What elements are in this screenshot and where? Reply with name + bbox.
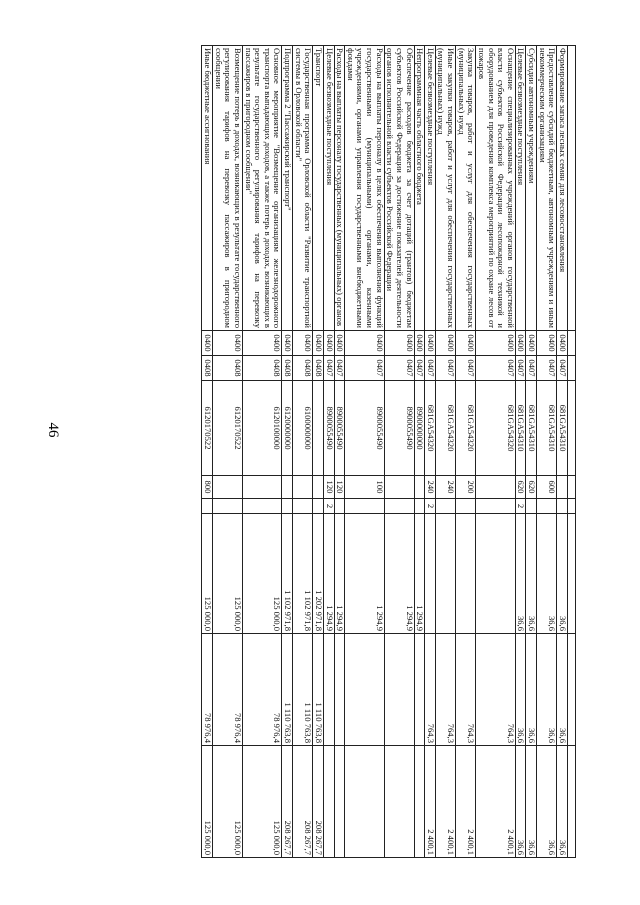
row-value-3: 36,6 [526,746,537,858]
row-target-code: 681GA54310 [515,381,526,476]
row-subsection-code: 0407 [526,356,537,381]
row-note [282,499,293,514]
row-section-code: 0400 [345,331,385,356]
row-subsection-code: 0408 [313,356,324,381]
row-expense-type [282,476,293,499]
row-expense-type: 200 [456,476,476,499]
row-section-code: 0400 [243,331,283,356]
row-value-1: 36,6 [537,514,557,634]
row-value-1: 125 000,0 [202,514,213,634]
row-target-code: 681GA54320 [435,381,455,476]
row-value-2: 764,3 [456,634,476,746]
row-expense-type: 620 [526,476,537,499]
table-row [293,46,313,858]
row-section-code: 0400 [213,331,243,356]
rotated-table-container [71,45,576,857]
row-section-code: 0400 [526,331,537,356]
row-subsection-code: 0407 [334,356,345,381]
row-subsection-code: 0407 [384,356,414,381]
row-subsection-code: 0407 [324,356,335,381]
row-section-code: 0400 [282,331,293,356]
table-row [526,46,537,858]
row-target-code: 6120170522 [202,381,213,476]
row-name: Закупка товаров, работ и услуг для обеспечения государственных (муниципальных) нужд [456,46,476,331]
row-value-2: 78 976,4 [202,634,213,746]
row-name: Возмещение потерь в доходах, возникающих в результате государственного регулирования тарифов на перевозку пассажиров в пригородном сообщении [213,46,243,331]
table-row [202,46,213,858]
row-value-1: 36,6 [526,514,537,634]
row-note [334,499,345,514]
row-value-1: 1 294,9 [414,514,425,634]
row-value-3: 2 400,1 [425,746,436,858]
row-target-code: 681GA54310 [537,381,557,476]
row-subsection-code: 0407 [515,356,526,381]
row-section-code: 0400 [334,331,345,356]
table-row [476,46,516,858]
table-top-row [568,46,576,858]
row-subsection-code: 0408 [202,356,213,381]
row-value-1: 1 102 971,8 [282,514,293,634]
row-note: 2 [515,499,526,514]
row-section-code: 0400 [456,331,476,356]
row-value-2: 764,3 [476,634,516,746]
row-value-1 [476,514,516,634]
row-subsection-code: 0408 [243,356,283,381]
row-value-3 [345,746,385,858]
row-value-3: 36,6 [537,746,557,858]
row-subsection-code: 0407 [537,356,557,381]
row-value-2: 1 110 763,8 [293,634,313,746]
row-subsection-code: 0407 [476,356,516,381]
row-value-2: 78 976,4 [213,634,243,746]
row-value-3: 125 000,0 [213,746,243,858]
row-value-2 [334,634,345,746]
row-value-2: 36,6 [557,634,568,746]
row-value-3: 36,6 [557,746,568,858]
table-row [282,46,293,858]
row-expense-type [384,476,414,499]
row-target-code: 681GA54310 [557,381,568,476]
row-value-1: 1 294,9 [324,514,335,634]
row-name: Иные закупки товаров, работ и услуг для обеспечения государственных (муниципальных) нужд [435,46,455,331]
row-target-code: 8900055490 [324,381,335,476]
row-subsection-code: 0408 [282,356,293,381]
row-target-code: 6120170522 [213,381,243,476]
row-section-code: 0400 [557,331,568,356]
row-expense-type: 600 [537,476,557,499]
row-name: Предоставление субсидий бюджетным, автономным учреждениям и иным некоммерческим организациям [537,46,557,331]
row-subsection-code: 0408 [213,356,243,381]
row-name: Целевые безвозмездные поступления [324,46,335,331]
row-note: 2 [324,499,335,514]
table-body [202,46,576,858]
row-value-1: 36,6 [515,514,526,634]
row-value-1 [456,514,476,634]
row-target-code: 6120100000 [243,381,283,476]
table-row [435,46,455,858]
row-subsection-code: 0407 [435,356,455,381]
row-expense-type: 800 [202,476,213,499]
row-value-2: 36,6 [537,634,557,746]
row-target-code: 681GA54320 [456,381,476,476]
row-expense-type [213,476,243,499]
row-name: Расходы на выплаты персоналу государственных (муниципальных) органов [334,46,345,331]
row-expense-type [293,476,313,499]
row-value-3 [414,746,425,858]
row-section-code: 0400 [202,331,213,356]
row-section-code: 0400 [384,331,414,356]
row-value-2: 1 110 763,8 [313,634,324,746]
row-name: Государственная программа Орловской области "Развитие транспортной системы в Орловской области" [293,46,313,331]
row-section-code: 0400 [435,331,455,356]
row-name: Субсидии автономным учреждениям [526,46,537,331]
row-value-2: 36,6 [515,634,526,746]
row-note [202,499,213,514]
row-value-3: 125 000,0 [202,746,213,858]
table-row [345,46,385,858]
row-value-1 [425,514,436,634]
row-target-code: 8900000000 [414,381,425,476]
row-expense-type: 620 [515,476,526,499]
row-note [537,499,557,514]
budget-table [202,45,577,858]
row-value-1: 125 000,0 [213,514,243,634]
row-value-2 [345,634,385,746]
row-target-code: 6120000000 [282,381,293,476]
row-expense-type [557,476,568,499]
row-value-1: 1 294,9 [345,514,385,634]
table-row [425,46,436,858]
row-section-code: 0400 [476,331,516,356]
row-note [293,499,313,514]
table-row [324,46,335,858]
row-expense-type: 120 [324,476,335,499]
table-row [313,46,324,858]
row-note [557,499,568,514]
row-expense-type: 240 [425,476,436,499]
row-name: Иные бюджетные ассигнования [202,46,213,331]
row-note [243,499,283,514]
row-expense-type [414,476,425,499]
table-row [384,46,414,858]
row-value-1 [435,514,455,634]
row-note [526,499,537,514]
row-expense-type [243,476,283,499]
row-value-2: 78 976,4 [243,634,283,746]
row-value-3: 2 400,1 [456,746,476,858]
row-target-code: 681GA54320 [476,381,516,476]
table-row [537,46,557,858]
row-section-code: 0400 [324,331,335,356]
row-subsection-code: 0407 [425,356,436,381]
row-value-2: 36,6 [526,634,537,746]
row-note [313,499,324,514]
row-note [456,499,476,514]
table-row [213,46,243,858]
row-value-1: 1 102 971,8 [293,514,313,634]
row-value-1: 1 294,9 [384,514,414,634]
row-note [476,499,516,514]
row-section-code: 0400 [293,331,313,356]
row-name: Целевые безвозмездные поступления [425,46,436,331]
row-value-3 [324,746,335,858]
row-name: Формирование запаса лесных семян для лесовосстановления [557,46,568,331]
table-row [243,46,283,858]
row-expense-type [313,476,324,499]
row-target-code: 681GA54320 [425,381,436,476]
table-row [414,46,425,858]
table-row [456,46,476,858]
row-value-2: 764,3 [425,634,436,746]
row-value-1: 125 000,0 [243,514,283,634]
row-value-2 [384,634,414,746]
row-value-3: 208 267,7 [313,746,324,858]
page-number: 46 [45,422,61,438]
row-value-3: 2 400,1 [435,746,455,858]
row-note [384,499,414,514]
row-section-code: 0400 [515,331,526,356]
row-section-code: 0400 [537,331,557,356]
row-note: 2 [425,499,436,514]
row-name: Оснащение специализированных учреждений органов государственной власти субъектов Российской Федерации лесопожарной техникой и оборудованием для проведения комплекса мероприятий по охране лесов от пожаров [476,46,516,331]
row-subsection-code: 0407 [345,356,385,381]
row-subsection-code: 0407 [456,356,476,381]
row-value-3: 36,6 [515,746,526,858]
row-value-2: 764,3 [435,634,455,746]
row-target-code: 681GA54310 [526,381,537,476]
row-section-code: 0400 [425,331,436,356]
row-section-code: 0400 [313,331,324,356]
row-target-code: 8900055490 [384,381,414,476]
row-name: Основное мероприятие "Возмещение организациям железнодорожного транспорта выпадающих доходов, а также потерь в доходах, возникающих в результате государственного регулирования тарифов на перевозку пассажиров в пригородном сообщении" [243,46,283,331]
row-expense-type [476,476,516,499]
row-note [414,499,425,514]
row-name: Целевые безвозмездные поступления [515,46,526,331]
row-value-3: 125 000,0 [243,746,283,858]
row-target-code: 6100000000 [293,381,313,476]
row-section-code: 0400 [414,331,425,356]
row-value-3: 208 267,7 [282,746,293,858]
row-subsection-code: 0408 [293,356,313,381]
row-expense-type: 120 [334,476,345,499]
row-name: Транспорт [313,46,324,331]
row-value-1: 36,6 [557,514,568,634]
row-name: Обеспечение расходов бюджета за счет дотаций (грантов) бюджетам субъектов Российской Федерации за достижение показателей деятельности органов исполнительной власти субъектов Российской Федерации [384,46,414,331]
row-target-code [313,381,324,476]
row-value-3: 2 400,1 [476,746,516,858]
row-subsection-code: 0407 [557,356,568,381]
row-note [213,499,243,514]
row-note [345,499,385,514]
table-row [334,46,345,858]
row-name: Подпрограмма 2 "Пассажирский транспорт" [282,46,293,331]
row-name: Непрограммная часть областного бюджета [414,46,425,331]
row-value-3 [384,746,414,858]
row-target-code: 8900055490 [334,381,345,476]
row-subsection-code: 0407 [414,356,425,381]
row-note [435,499,455,514]
row-expense-type: 100 [345,476,385,499]
row-value-2 [324,634,335,746]
row-value-2: 1 110 763,8 [282,634,293,746]
row-value-3 [334,746,345,858]
row-name: Расходы на выплаты персоналу в целях обеспечения выполнения функций государственными (муниципальными) органами, казенными учреждениями, органами управления государственными внебюджетными фондами [345,46,385,331]
row-expense-type: 240 [435,476,455,499]
row-value-3: 208 267,7 [293,746,313,858]
table-row [515,46,526,858]
row-value-1: 1 202 971,8 [313,514,324,634]
row-value-2 [414,634,425,746]
row-target-code: 8900055490 [345,381,385,476]
table-row [557,46,568,858]
row-value-1: 1 294,9 [334,514,345,634]
